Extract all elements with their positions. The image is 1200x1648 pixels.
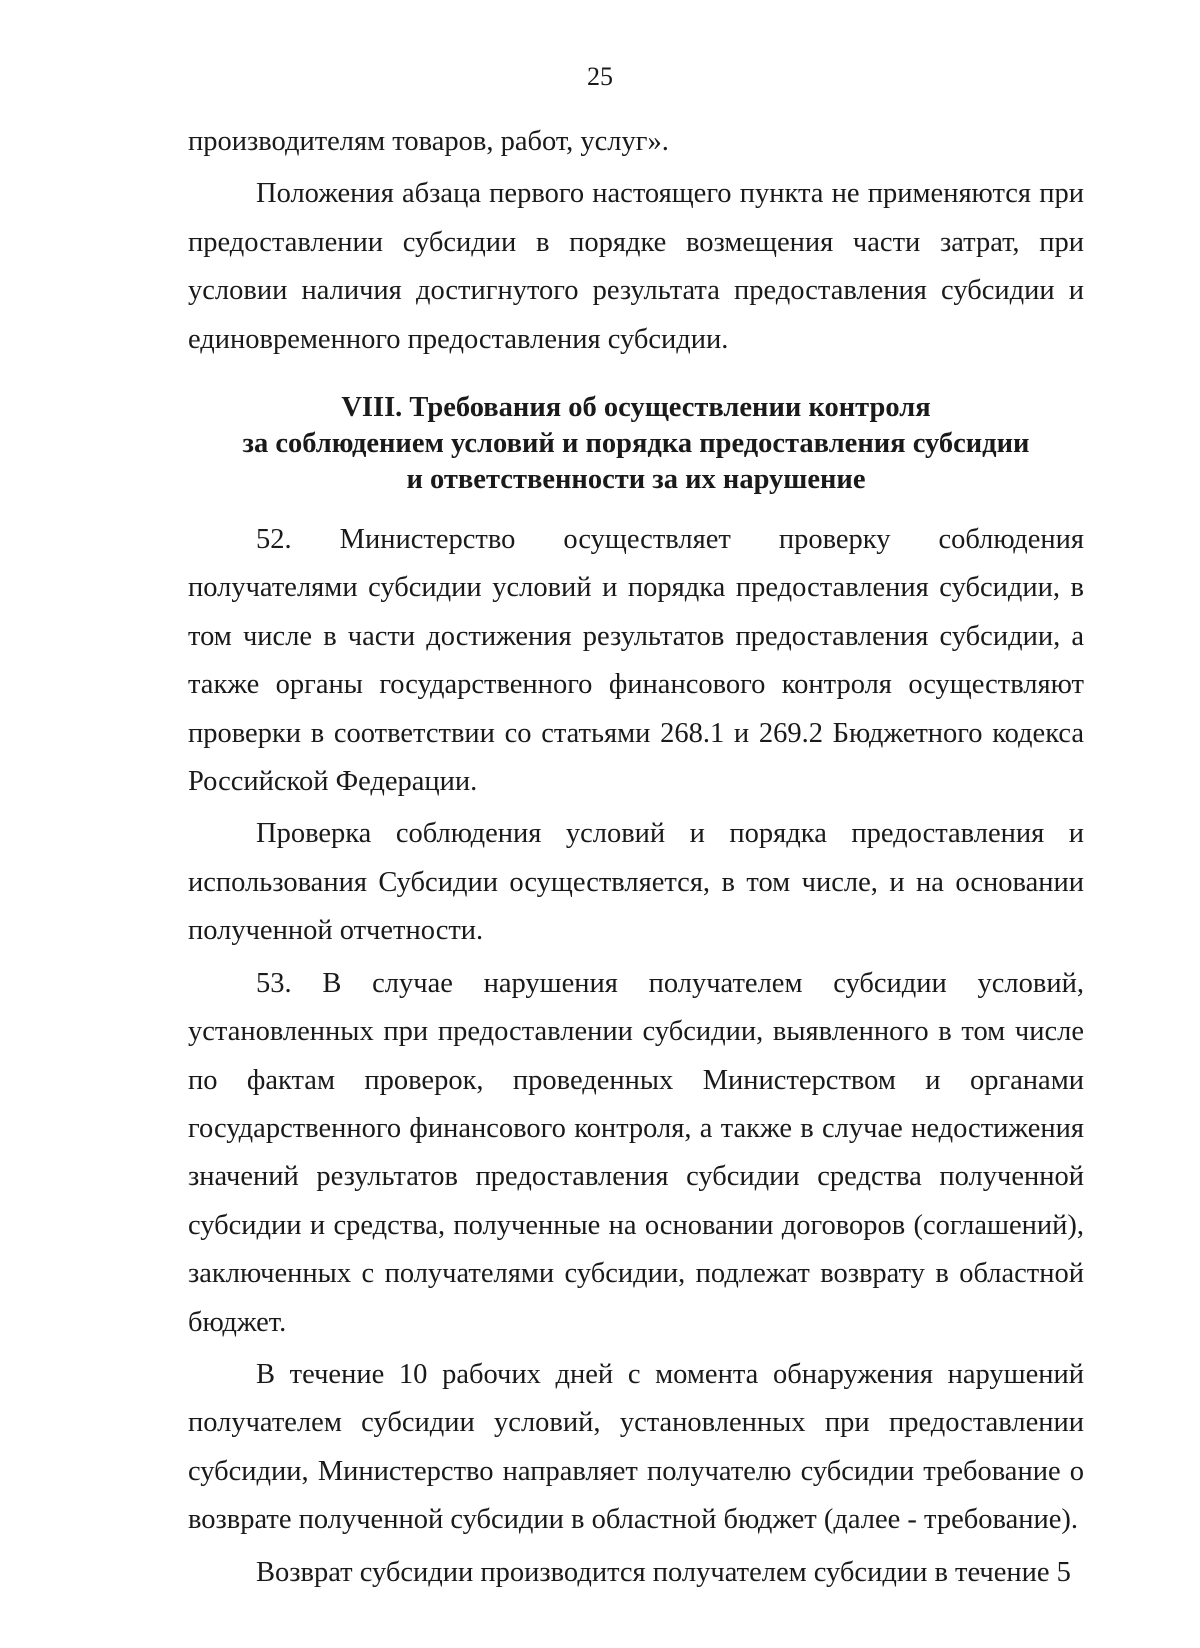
paragraph: Проверка соблюдения условий и порядка предоставления и использования Субсидии осуществляется, в том числе, и на основании полученной отчетности.: [188, 818, 1084, 947]
paragraph-52: 52. Министерство осуществляет проверку соблюдения получателями субсидии условий и порядка предоставления субсидии, в том числе в части достижения результатов предоставления субсидии, а также органы государственного финансового контроля осуществляют проверки в соответствии со статьями 268.1 и 269.2 Бюджетного кодекса Российской Федерации.: [188, 524, 1084, 798]
paragraph: В течение 10 рабочих дней с момента обнаружения нарушений получателем субсидии условий, установленных при предоставлении субсидии, Министерство направляет получателю субсидии требование о возврате полученной субсидии в областной бюджет (далее - требование).: [188, 1358, 1084, 1536]
section-heading-line: и ответственности за их нарушение: [406, 464, 866, 496]
page-number: 25: [587, 62, 613, 91]
document-body: [188, 118, 1084, 1597]
section-heading: [188, 390, 1084, 498]
section-heading-line: VIII. Требования об осуществлении контроля: [341, 392, 931, 424]
section-heading-line: за соблюдением условий и порядка предоставления субсидии: [242, 428, 1030, 460]
paragraph: Возврат субсидии производится получателем субсидии в течение 5: [256, 1556, 1071, 1588]
paragraph: Положения абзаца первого настоящего пункта не применяются при предоставлении субсидии в порядке возмещения части затрат, при условии наличия достигнутого результата предоставления субсидии и единовременного предоставления субсидии.: [188, 178, 1084, 355]
paragraph-continuation: производителям товаров, работ, услуг».: [188, 126, 669, 157]
paragraph-53: 53. В случае нарушения получателем субсидии условий, установленных при предоставлении субсидии, выявленного в том числе по фактам проверок, проведенных Министерством и органами государственного финансового контроля, а также в случае недостижения значений результатов предоставления субсидии средства полученной субсидии и средства, полученные на основании договоров (соглашений), заключенных с получателями субсидии, подлежат возврату в областной бюджет.: [188, 967, 1084, 1338]
